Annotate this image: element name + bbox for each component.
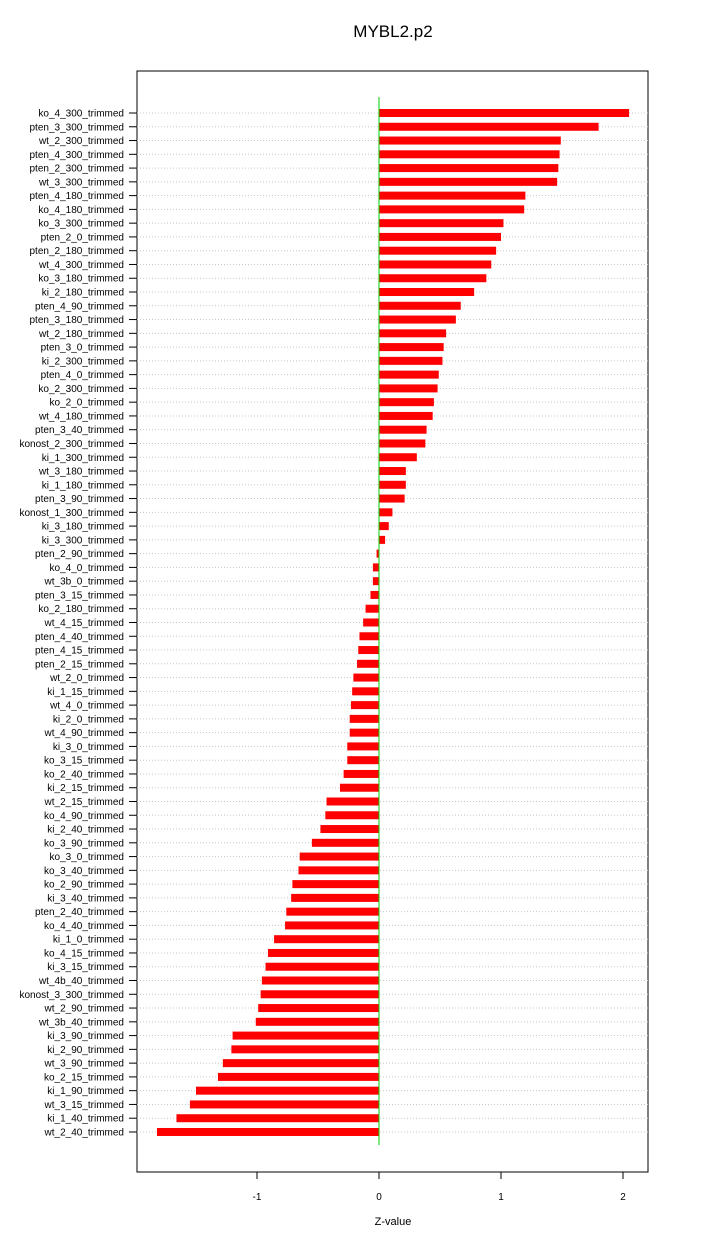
category-label: ki_3_300_trimmed <box>41 535 124 547</box>
category-label: wt_4_90_trimmed <box>44 728 124 740</box>
category-label: pten_4_40_trimmed <box>35 631 124 643</box>
category-label: pten_2_0_trimmed <box>40 232 124 244</box>
category-label: wt_2_180_trimmed <box>38 328 124 340</box>
category-label: ki_1_300_trimmed <box>41 452 124 464</box>
bar-pten_3_180_trimmed <box>379 316 456 324</box>
bar-konost_3_300_trimmed <box>261 990 379 998</box>
bar-wt_2_180_trimmed <box>379 329 446 337</box>
bar-ki_1_40_trimmed <box>176 1114 379 1122</box>
bar-wt_2_15_trimmed <box>327 798 379 806</box>
bar-wt_2_90_trimmed <box>258 1004 379 1012</box>
bar-pten_4_15_trimmed <box>358 646 379 654</box>
bar-pten_4_180_trimmed <box>379 192 525 200</box>
category-label: ko_4_90_trimmed <box>43 810 124 822</box>
bar-wt_4_15_trimmed <box>363 618 379 626</box>
category-label: konost_2_300_trimmed <box>19 438 124 450</box>
bar-ki_2_15_trimmed <box>340 784 379 792</box>
bar-ko_3_300_trimmed <box>379 219 503 227</box>
category-label: wt_3_15_trimmed <box>44 1099 124 1111</box>
category-label: wt_2_300_trimmed <box>38 136 124 148</box>
category-label: ki_1_0_trimmed <box>52 934 124 946</box>
bar-wt_2_300_trimmed <box>379 137 561 145</box>
category-label: ki_1_15_trimmed <box>47 686 124 698</box>
category-label: ko_3_300_trimmed <box>38 218 124 230</box>
category-label: ko_3_0_trimmed <box>49 852 124 864</box>
chart-title: MYBL2.p2 <box>353 22 433 41</box>
bar-pten_2_180_trimmed <box>379 247 496 255</box>
bar-wt_3b_0_trimmed <box>373 577 379 585</box>
category-label: wt_2_15_trimmed <box>44 797 124 808</box>
bar-pten_4_300_trimmed <box>379 150 560 158</box>
bar-ko_2_0_trimmed <box>379 398 434 406</box>
bar-ki_1_0_trimmed <box>274 935 379 943</box>
category-label: konost_3_300_trimmed <box>19 989 124 1001</box>
category-label: wt_3_180_trimmed <box>38 466 124 478</box>
category-label: ki_1_40_trimmed <box>47 1113 124 1125</box>
bar-wt_3_180_trimmed <box>379 467 406 475</box>
category-label: ki_3_40_trimmed <box>47 893 124 905</box>
category-label: ki_3_15_trimmed <box>47 962 124 974</box>
bar-pten_4_40_trimmed <box>359 632 379 640</box>
bar-ki_1_180_trimmed <box>379 481 406 489</box>
category-label: ki_2_180_trimmed <box>41 287 124 299</box>
bar-wt_3b_40_trimmed <box>256 1018 379 1026</box>
category-label: ko_4_0_trimmed <box>49 562 124 574</box>
bar-wt_4_90_trimmed <box>350 729 379 737</box>
category-labels <box>19 109 137 1139</box>
category-label: wt_4_180_trimmed <box>38 411 124 423</box>
category-label: wt_4_300_trimmed <box>38 259 124 271</box>
category-label: pten_2_40_trimmed <box>35 907 124 919</box>
category-label: ko_4_15_trimmed <box>43 948 124 960</box>
category-label: ko_3_40_trimmed <box>43 865 124 877</box>
bar-ki_3_40_trimmed <box>291 894 379 902</box>
bar-pten_3_40_trimmed <box>379 426 427 434</box>
bar-ko_2_90_trimmed <box>292 880 379 888</box>
bar-konost_2_300_trimmed <box>379 439 425 447</box>
category-label: wt_4b_40_trimmed <box>38 976 124 988</box>
category-label: pten_4_15_trimmed <box>35 645 124 657</box>
bar-wt_3_15_trimmed <box>190 1100 379 1108</box>
bar-ko_3_180_trimmed <box>379 274 486 282</box>
category-label: wt_3_90_trimmed <box>44 1058 124 1070</box>
bar-pten_3_15_trimmed <box>370 591 379 599</box>
category-label: wt_3b_40_trimmed <box>38 1017 124 1029</box>
bar-ko_3_40_trimmed <box>298 866 379 874</box>
bar-pten_2_300_trimmed <box>379 164 558 172</box>
bar-pten_2_15_trimmed <box>357 660 379 668</box>
bar-wt_3_300_trimmed <box>379 178 557 186</box>
bar-ki_3_180_trimmed <box>379 522 389 530</box>
category-label: ki_2_40_trimmed <box>47 824 124 836</box>
category-label: ki_3_90_trimmed <box>47 1031 124 1043</box>
category-label: ki_3_180_trimmed <box>41 521 124 533</box>
bar-ki_3_300_trimmed <box>379 536 385 544</box>
category-label: ki_1_180_trimmed <box>41 480 124 492</box>
category-label: ko_3_180_trimmed <box>38 273 124 285</box>
category-label: ko_4_40_trimmed <box>43 920 124 932</box>
category-label: ko_2_90_trimmed <box>43 879 124 891</box>
category-label: pten_3_15_trimmed <box>35 590 124 602</box>
bar-ko_4_180_trimmed <box>379 205 524 213</box>
bar-pten_3_0_trimmed <box>379 343 444 351</box>
bar-pten_2_40_trimmed <box>286 908 379 916</box>
bar-ko_4_90_trimmed <box>325 811 379 819</box>
bar-ko_2_15_trimmed <box>218 1073 379 1081</box>
category-label: wt_3_300_trimmed <box>38 177 124 189</box>
category-label: pten_4_90_trimmed <box>35 301 124 313</box>
bar-ko_2_180_trimmed <box>366 605 379 613</box>
bar-ki_3_0_trimmed <box>347 742 379 750</box>
category-label: ko_2_180_trimmed <box>38 604 124 616</box>
bar-ko_4_15_trimmed <box>268 949 379 957</box>
category-label: wt_3b_0_trimmed <box>44 576 124 588</box>
bar-wt_3_90_trimmed <box>223 1059 379 1067</box>
bar-ki_3_15_trimmed <box>266 963 379 971</box>
bar-ko_4_300_trimmed <box>379 109 629 117</box>
bar-pten_3_300_trimmed <box>379 123 599 131</box>
category-label: wt_4_15_trimmed <box>44 617 124 629</box>
category-label: ko_2_0_trimmed <box>49 397 124 409</box>
bar-ko_3_90_trimmed <box>312 839 379 847</box>
category-label: pten_2_300_trimmed <box>29 163 124 175</box>
bar-pten_4_0_trimmed <box>379 371 439 379</box>
category-label: ki_2_90_trimmed <box>47 1044 124 1056</box>
bar-wt_4b_40_trimmed <box>262 977 379 985</box>
category-label: ko_4_300_trimmed <box>38 108 124 120</box>
category-label: pten_3_0_trimmed <box>40 342 124 354</box>
bar-wt_4_0_trimmed <box>351 701 379 709</box>
x-tick-label: -1 <box>252 1192 262 1203</box>
x-tick-label: 2 <box>620 1192 626 1203</box>
category-label: ko_2_300_trimmed <box>38 383 124 395</box>
bar-ki_2_180_trimmed <box>379 288 474 296</box>
category-label: pten_4_300_trimmed <box>29 149 124 161</box>
category-label: ko_3_15_trimmed <box>43 755 124 767</box>
bar-ko_2_40_trimmed <box>344 770 379 778</box>
category-label: pten_3_300_trimmed <box>29 122 124 134</box>
category-label: ki_1_90_trimmed <box>47 1086 124 1098</box>
bar-wt_2_40_trimmed <box>157 1128 379 1136</box>
bar-ki_1_15_trimmed <box>352 687 379 695</box>
category-label: pten_2_15_trimmed <box>35 659 124 671</box>
category-label: wt_2_40_trimmed <box>44 1127 124 1139</box>
category-label: ki_2_0_trimmed <box>52 714 124 726</box>
category-label: wt_2_90_trimmed <box>44 1003 124 1015</box>
bar-ko_3_15_trimmed <box>347 756 379 764</box>
category-label: pten_3_180_trimmed <box>29 315 124 327</box>
bar-ko_2_300_trimmed <box>379 384 438 392</box>
bar-ki_2_300_trimmed <box>379 357 442 365</box>
category-label: ko_2_40_trimmed <box>43 769 124 781</box>
x-axis <box>253 1172 627 1203</box>
bar-ki_3_90_trimmed <box>233 1032 379 1040</box>
bar-wt_4_180_trimmed <box>379 412 433 420</box>
bar-ki_2_90_trimmed <box>231 1045 379 1053</box>
category-label: pten_2_180_trimmed <box>29 246 124 258</box>
bar-pten_3_90_trimmed <box>379 495 405 503</box>
bar-ko_4_0_trimmed <box>373 563 379 571</box>
category-label: pten_4_180_trimmed <box>29 191 124 203</box>
category-label: pten_4_0_trimmed <box>40 370 124 382</box>
category-label: konost_1_300_trimmed <box>19 507 124 519</box>
x-tick-label: 0 <box>376 1192 382 1203</box>
category-label: ki_3_0_trimmed <box>52 741 124 753</box>
bar-ki_1_300_trimmed <box>379 453 417 461</box>
bar-pten_2_0_trimmed <box>379 233 501 241</box>
bar-ko_4_40_trimmed <box>285 921 379 929</box>
category-label: pten_2_90_trimmed <box>35 549 124 561</box>
category-label: ko_2_15_trimmed <box>43 1072 124 1084</box>
category-label: wt_4_0_trimmed <box>50 700 124 712</box>
x-axis-title: Z-value <box>374 1216 412 1228</box>
category-label: ki_2_300_trimmed <box>41 356 124 368</box>
bar-ko_3_0_trimmed <box>300 853 379 861</box>
bar-ki_1_90_trimmed <box>196 1087 379 1095</box>
category-label: wt_2_0_trimmed <box>50 673 124 685</box>
bar-pten_4_90_trimmed <box>379 302 461 310</box>
bar-wt_4_300_trimmed <box>379 260 491 268</box>
x-tick-label: 1 <box>498 1192 504 1203</box>
category-label: ko_3_90_trimmed <box>43 838 124 850</box>
category-label: ko_4_180_trimmed <box>38 204 124 216</box>
category-label: ki_2_15_trimmed <box>47 783 124 795</box>
bar-wt_2_0_trimmed <box>353 674 379 682</box>
category-label: pten_3_90_trimmed <box>35 494 124 506</box>
bar-ki_2_40_trimmed <box>320 825 379 833</box>
bar-ki_2_0_trimmed <box>350 715 379 723</box>
category-label: pten_3_40_trimmed <box>35 425 124 437</box>
bar-konost_1_300_trimmed <box>379 508 392 516</box>
